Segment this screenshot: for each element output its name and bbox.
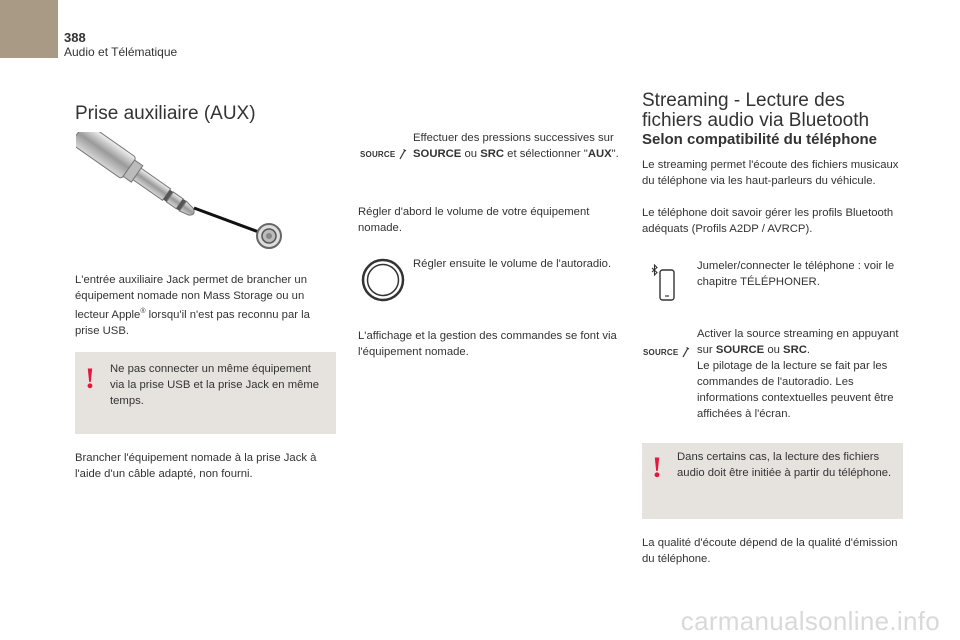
section-title: Audio et Télématique xyxy=(64,45,178,59)
activate-source: SOURCE xyxy=(715,344,765,356)
source-icon-label-2: SOURCE xyxy=(643,347,679,357)
activate-prefix: Activer la source streaming en appuyant sur xyxy=(697,328,899,356)
aux-warning-box xyxy=(75,352,336,434)
pair-text: Jumeler/connecter le téléphone : voir le chapitre TÉLÉPHONER. xyxy=(697,260,895,288)
streaming-subtitle: Selon compatibilité du téléphone xyxy=(642,131,878,148)
streaming-title: Streaming - Lecture des fichiers audio via Bluetooth xyxy=(642,90,870,131)
source-button-icon-2 xyxy=(643,346,690,358)
finger-press-icon xyxy=(397,148,407,160)
display-text: L'affichage et la gestion des commandes se font via l'équipement nomade. xyxy=(358,330,617,358)
aux-intro-part1: L'entrée auxiliaire Jack permet de brancher un équipement nomade non Mass Storage ou un lecteur Apple xyxy=(75,274,307,321)
warning-icon: ! xyxy=(85,362,95,395)
control-text: Le pilotage de la lecture se fait par les commandes de l'autoradio. Les informations contextuelles peuvent être affichées à l'écran. xyxy=(697,360,894,420)
step1-source: SOURCE xyxy=(413,148,462,160)
streaming-warning-text: Dans certains cas, la lecture des fichiers audio doit être initiée à partir du téléphone. xyxy=(677,451,892,479)
source-icon-label: SOURCE xyxy=(360,149,396,159)
activate-suffix: . xyxy=(806,344,811,356)
aux-intro-part2: lorsqu'il n'est pas reconnu par la prise USB. xyxy=(75,308,310,337)
step1-src: SRC xyxy=(480,148,505,160)
activate-src: SRC xyxy=(783,344,807,356)
corner-tab xyxy=(0,0,58,58)
volume-knob-icon xyxy=(361,258,405,302)
aux-title: Prise auxiliaire (AUX) xyxy=(75,103,256,124)
jack-plug-illustration xyxy=(76,132,286,250)
aux-warning-text: Ne pas connecter un même équipement via la prise USB et la prise Jack en même temps. xyxy=(110,363,320,407)
streaming-intro-1: Le streaming permet l'écoute des fichiers musicaux du téléphone via les haut-parleurs du véhicule. xyxy=(642,159,899,187)
aux-connect-text: Brancher l'équipement nomade à la prise Jack à l'aide d'un câble adapté, non fourni. xyxy=(75,452,317,480)
step1-text xyxy=(413,130,623,162)
watermark: carmanualsonline.info xyxy=(680,606,940,636)
page-number: 388 xyxy=(64,30,86,45)
streaming-warning-box xyxy=(642,443,903,519)
activate-or: ou xyxy=(764,344,784,356)
warning-icon-2: ! xyxy=(652,451,662,484)
registered-mark: ® xyxy=(140,308,146,315)
step1-prefix: Effectuer des pressions successives sur xyxy=(413,132,614,144)
phone-bluetooth-icon xyxy=(650,264,676,302)
source-button-icon xyxy=(360,148,407,160)
aux-intro xyxy=(75,272,337,339)
step1-aux: AUX xyxy=(587,148,612,160)
volume-device-text: Régler d'abord le volume de votre équipement nomade. xyxy=(358,206,590,234)
step1-or: ou xyxy=(461,148,481,160)
activate-text xyxy=(697,326,902,358)
step1-suffix: ". xyxy=(611,148,619,160)
quality-text: La qualité d'écoute dépend de la qualité d'émission du téléphone. xyxy=(642,537,898,565)
step1-middle: et sélectionner " xyxy=(504,148,588,160)
volume-radio-text: Régler ensuite le volume de l'autoradio. xyxy=(413,258,612,270)
finger-press-icon-2 xyxy=(680,346,690,358)
streaming-intro-2: Le téléphone doit savoir gérer les profils Bluetooth adéquats (Profils A2DP / AVRCP). xyxy=(642,207,894,235)
